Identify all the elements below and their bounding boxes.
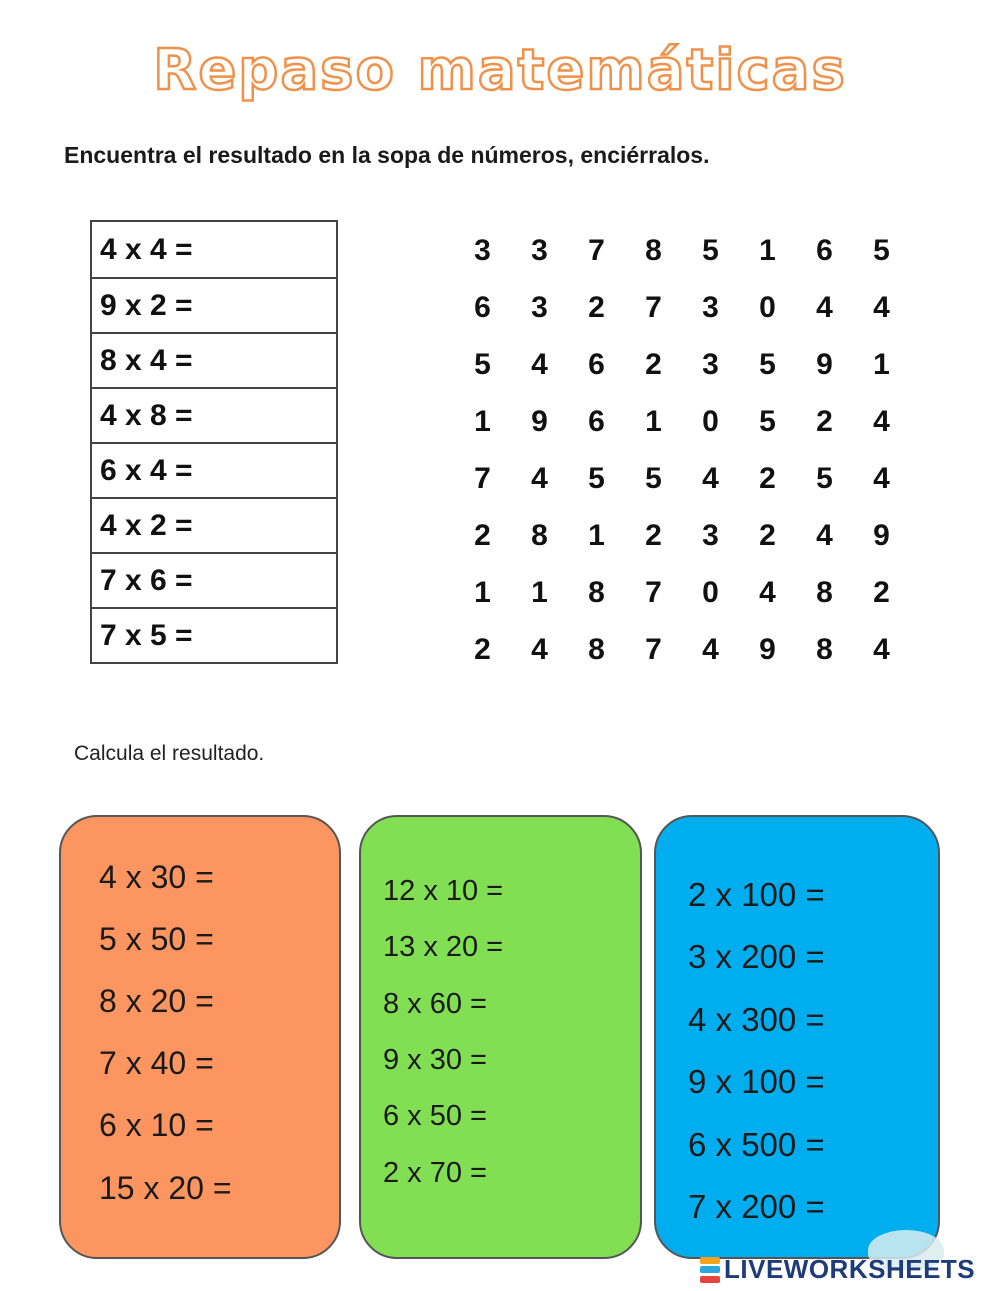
number-search-grid (454, 222, 910, 678)
card-item[interactable]: 3 x 200 = (688, 938, 825, 975)
table-row[interactable]: 9 x 2 = (92, 279, 336, 334)
liveworksheets-logo[interactable] (700, 1254, 975, 1285)
grid-number[interactable]: 4 (873, 461, 890, 495)
card-item[interactable]: 5 x 50 = (99, 921, 214, 957)
grid-number[interactable]: 9 (531, 404, 548, 438)
grid-number[interactable]: 2 (873, 575, 890, 609)
grid-number[interactable]: 7 (645, 575, 662, 609)
grid-number[interactable]: 2 (474, 518, 491, 552)
grid-number[interactable]: 3 (531, 233, 548, 267)
grid-number[interactable]: 9 (873, 518, 890, 552)
grid-number[interactable]: 5 (474, 347, 491, 381)
grid-number[interactable]: 6 (474, 290, 491, 324)
grid-number[interactable]: 4 (702, 461, 719, 495)
grid-number[interactable]: 7 (645, 632, 662, 666)
grid-number[interactable]: 7 (645, 290, 662, 324)
grid-number[interactable]: 2 (816, 404, 833, 438)
grid-number[interactable]: 5 (759, 347, 776, 381)
grid-number[interactable]: 5 (759, 404, 776, 438)
grid-number[interactable]: 8 (645, 233, 662, 267)
green-card (359, 815, 642, 1259)
table-row[interactable]: 8 x 4 = (92, 334, 336, 389)
card-item[interactable]: 4 x 300 = (688, 1001, 825, 1038)
card-item[interactable]: 13 x 20 = (383, 931, 504, 963)
instruction-find: Encuentra el resultado en la sopa de números, enciérralos. (64, 142, 710, 168)
grid-number[interactable]: 0 (702, 575, 719, 609)
grid-number[interactable]: 6 (588, 347, 605, 381)
grid-number[interactable]: 4 (873, 404, 890, 438)
orange-card (59, 815, 341, 1259)
grid-number[interactable]: 4 (702, 632, 719, 666)
table-row[interactable]: 7 x 6 = (92, 554, 336, 609)
grid-number[interactable]: 9 (816, 347, 833, 381)
card-item[interactable]: 12 x 10 = (383, 875, 504, 907)
grid-number[interactable]: 8 (588, 575, 605, 609)
liveworksheets-logo-icon (700, 1257, 720, 1283)
grid-number[interactable]: 1 (759, 233, 776, 267)
logo-text: LIVEWORKSHEETS (724, 1254, 976, 1284)
grid-number[interactable]: 2 (759, 461, 776, 495)
grid-number[interactable]: 1 (588, 518, 605, 552)
grid-number[interactable]: 4 (873, 632, 890, 666)
multiplication-table (90, 220, 338, 664)
grid-number[interactable]: 8 (816, 575, 833, 609)
card-item[interactable]: 6 x 500 = (688, 1126, 825, 1163)
grid-number[interactable]: 7 (588, 233, 605, 267)
grid-number[interactable]: 4 (816, 290, 833, 324)
grid-number[interactable]: 4 (816, 518, 833, 552)
grid-number[interactable]: 3 (702, 347, 719, 381)
grid-number[interactable]: 8 (588, 632, 605, 666)
grid-number[interactable]: 8 (531, 518, 548, 552)
card-item[interactable]: 6 x 10 = (99, 1107, 214, 1143)
blue-card (654, 815, 940, 1259)
table-row[interactable]: 6 x 4 = (92, 444, 336, 499)
grid-number[interactable]: 2 (645, 347, 662, 381)
grid-number[interactable]: 2 (474, 632, 491, 666)
grid-number[interactable]: 1 (645, 404, 662, 438)
grid-number[interactable]: 4 (759, 575, 776, 609)
grid-number[interactable]: 3 (474, 233, 491, 267)
card-item[interactable]: 4 x 30 = (99, 859, 214, 895)
grid-number[interactable]: 9 (759, 632, 776, 666)
card-item[interactable]: 7 x 200 = (688, 1188, 825, 1225)
grid-number[interactable]: 0 (702, 404, 719, 438)
grid-number[interactable]: 5 (588, 461, 605, 495)
grid-number[interactable]: 5 (702, 233, 719, 267)
grid-number[interactable]: 5 (816, 461, 833, 495)
card-item[interactable]: 8 x 20 = (99, 983, 214, 1019)
page-title: Repaso matemáticas (153, 38, 847, 103)
grid-number[interactable]: 6 (588, 404, 605, 438)
card-item[interactable]: 7 x 40 = (99, 1045, 214, 1081)
table-row[interactable]: 7 x 5 = (92, 609, 336, 664)
grid-number[interactable]: 1 (474, 575, 491, 609)
card-item[interactable]: 9 x 30 = (383, 1044, 487, 1076)
card-item[interactable]: 2 x 70 = (383, 1157, 487, 1189)
table-row[interactable]: 4 x 2 = (92, 499, 336, 554)
table-row[interactable]: 4 x 8 = (92, 389, 336, 444)
grid-number[interactable]: 2 (645, 518, 662, 552)
grid-number[interactable]: 3 (531, 290, 548, 324)
grid-number[interactable]: 4 (873, 290, 890, 324)
grid-number[interactable]: 2 (759, 518, 776, 552)
card-item[interactable]: 2 x 100 = (688, 876, 825, 913)
grid-number[interactable]: 6 (816, 233, 833, 267)
grid-number[interactable]: 3 (702, 518, 719, 552)
grid-number[interactable]: 1 (873, 347, 890, 381)
grid-number[interactable]: 4 (531, 461, 548, 495)
card-item[interactable]: 6 x 50 = (383, 1100, 487, 1132)
grid-number[interactable]: 1 (474, 404, 491, 438)
grid-number[interactable]: 7 (474, 461, 491, 495)
grid-number[interactable]: 2 (588, 290, 605, 324)
grid-number[interactable]: 1 (531, 575, 548, 609)
card-item[interactable]: 9 x 100 = (688, 1063, 825, 1100)
instruction-calc: Calcula el resultado. (74, 742, 265, 765)
grid-number[interactable]: 5 (645, 461, 662, 495)
table-row[interactable]: 4 x 4 = (92, 222, 336, 279)
grid-number[interactable]: 3 (702, 290, 719, 324)
grid-number[interactable]: 8 (816, 632, 833, 666)
card-item[interactable]: 8 x 60 = (383, 988, 487, 1020)
grid-number[interactable]: 0 (759, 290, 776, 324)
grid-number[interactable]: 5 (873, 233, 890, 267)
grid-number[interactable]: 4 (531, 347, 548, 381)
grid-number[interactable]: 4 (531, 632, 548, 666)
card-item[interactable]: 15 x 20 = (99, 1170, 232, 1206)
